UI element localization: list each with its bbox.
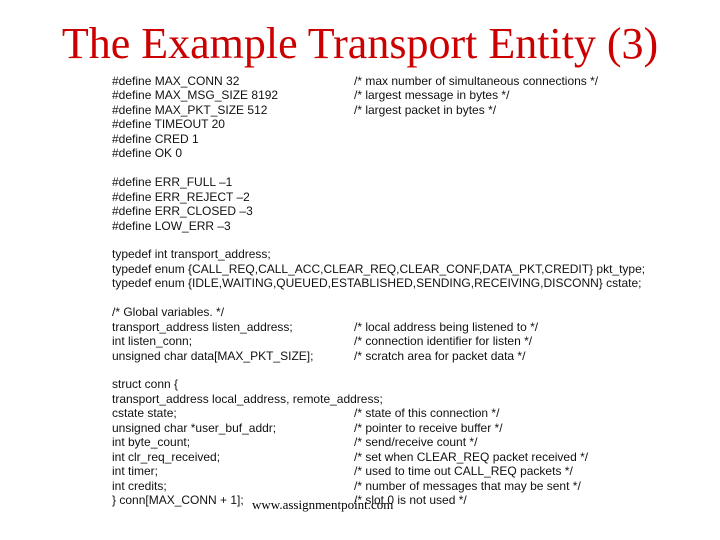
code-text: struct conn { — [112, 377, 179, 392]
code-text: int timer; — [112, 464, 159, 479]
code-text: transport_address listen_address; — [112, 319, 293, 334]
code-text: int byte_count; — [112, 435, 191, 450]
code-text: cstate state; — [112, 406, 177, 421]
code-text: transport_address local_address, remote_address; — [112, 391, 383, 406]
code-comment: /* largest message in bytes */ — [354, 88, 510, 103]
code-text: int credits; — [112, 478, 167, 493]
footer-url: www.assignmentpoint.com — [252, 497, 394, 512]
code-text: #define MAX_PKT_SIZE 512 — [112, 102, 268, 117]
code-text: int listen_conn; — [112, 334, 193, 349]
code-text: /* Global variables. */ — [112, 305, 225, 320]
code-comment: /* slot 0 is not used */ — [354, 493, 467, 508]
code-text: unsigned char data[MAX_PKT_SIZE]; — [112, 348, 314, 363]
code-comment: /* set when CLEAR_REQ packet received */ — [354, 449, 589, 464]
code-text: typedef enum {IDLE,WAITING,QUEUED,ESTABLISHED,SENDING,RECEIVING,DISCONN} cstate; — [112, 276, 642, 291]
code-comment: /* largest packet in bytes */ — [354, 102, 497, 117]
code-text: #define TIMEOUT 20 — [112, 117, 225, 132]
code-comment: /* scratch area for packet data */ — [354, 348, 526, 363]
code-text: #define MAX_CONN 32 — [112, 74, 240, 88]
code-comment: /* used to time out CALL_REQ packets */ — [354, 464, 573, 479]
code-comment: /* connection identifier for listen */ — [354, 334, 533, 349]
code-text: #define ERR_CLOSED –3 — [112, 204, 253, 219]
code-text: #define ERR_FULL –1 — [112, 175, 233, 190]
code-comment: /* state of this connection */ — [354, 406, 500, 421]
code-text: typedef int transport_address; — [112, 247, 271, 262]
code-comment: /* pointer to receive buffer */ — [354, 420, 503, 435]
slide-title: The Example Transport Entity (3) — [61, 19, 659, 68]
code-text: typedef enum {CALL_REQ,CALL_ACC,CLEAR_REQ,CLEAR_CONF,DATA_PKT,CREDIT} pkt_type; — [112, 261, 646, 276]
code-text: int clr_req_received; — [112, 449, 221, 464]
code-text: #define OK 0 — [112, 146, 183, 161]
code-text: } conn[MAX_CONN + 1]; — [112, 493, 244, 508]
code-text: #define CRED 1 — [112, 131, 199, 146]
code-comment: /* max number of simultaneous connections */ — [354, 74, 599, 88]
code-text: unsigned char *user_buf_addr; — [112, 420, 277, 435]
code-comment: /* send/receive count */ — [354, 435, 478, 450]
code-text: #define LOW_ERR –3 — [112, 218, 231, 233]
code-comment: /* number of messages that may be sent */ — [354, 478, 581, 493]
code-comment: /* local address being listened to */ — [354, 319, 539, 334]
code-text: #define MAX_MSG_SIZE 8192 — [112, 88, 279, 103]
code-text: #define ERR_REJECT –2 — [112, 189, 250, 204]
